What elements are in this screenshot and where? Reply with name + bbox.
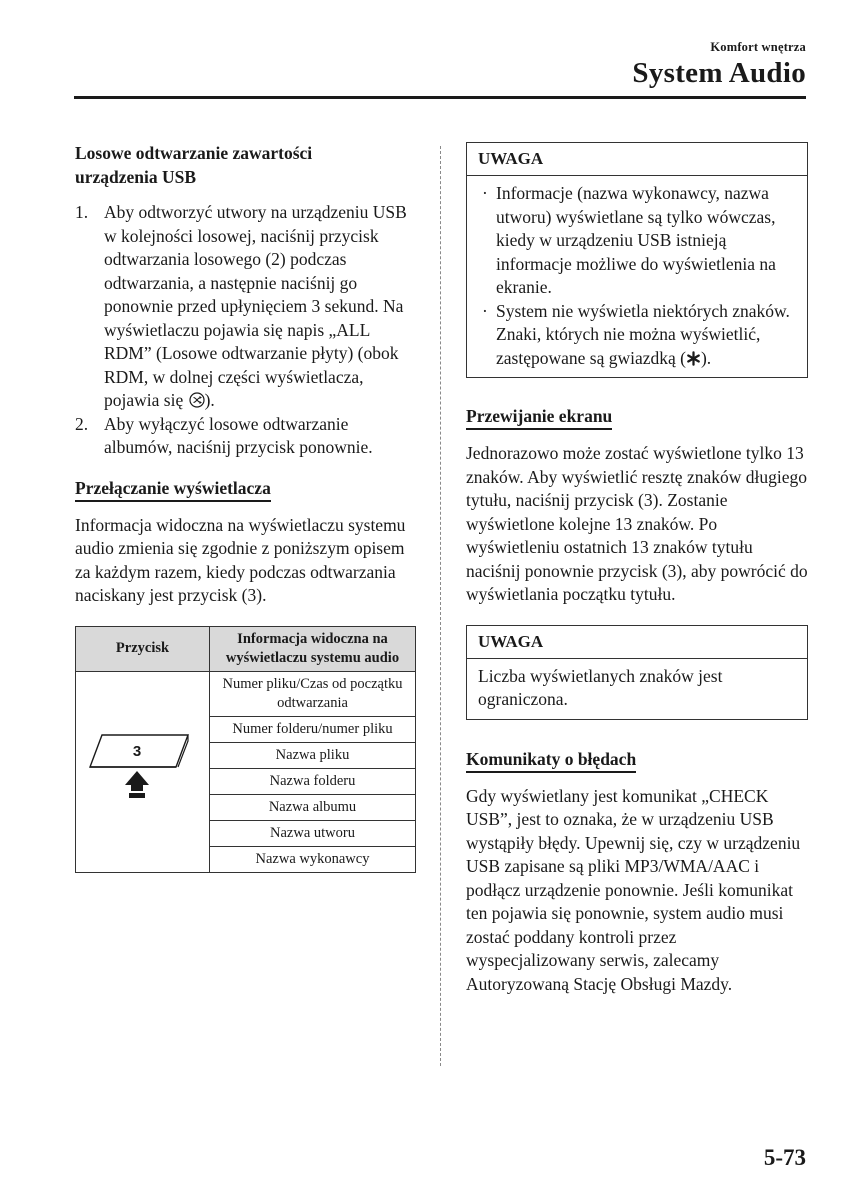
step-2 [75, 413, 417, 460]
note-item [478, 182, 796, 300]
random-heading [75, 142, 417, 189]
step-text-end: ). [204, 390, 215, 410]
table-cell-info: Nazwa albumu [210, 794, 416, 820]
note-box-1 [466, 142, 808, 378]
button-3-label: 3 [132, 742, 142, 760]
table-cell-info: Nazwa pliku [210, 742, 416, 768]
right-column [466, 142, 808, 996]
scroll-text: Jednorazowo może zostać wyświetlone tylko 13 znaków. Aby wyświetlić resztę znaków długiego tytułu, naciśnij przycisk (3). Zostanie wyświetlone kolejne 13 znaków. Po wyświetleniu ostatnich 13 znaków tytułu naciśnij ponownie przycisk (3), aby powrócić do wyświetlania początku tytułu. [466, 443, 808, 604]
random-heading-line1: Losowe odtwarzanie zawartości [75, 143, 313, 163]
errors-heading: Komunikaty o błędach [466, 748, 636, 773]
table-cell-info: Nazwa wykonawcy [210, 846, 416, 872]
header-rule [74, 96, 806, 99]
page-title: System Audio [632, 57, 806, 89]
bullet: · [482, 183, 488, 203]
bullet: · [482, 300, 488, 321]
table-header-button: Przycisk [76, 626, 210, 671]
asterisk-icon [686, 351, 701, 366]
table-cell-info: Numer pliku/Czas od początku odtwarzania [210, 671, 416, 716]
table-header-row [76, 626, 416, 671]
switch-display-text: Informacja widoczna na wyświetlaczu systemu audio zmienia się zgodnie z poniższym opisem za każdym razem, kiedy podczas odtwarzania naciskany jest przycisk (3). [75, 514, 406, 605]
random-heading-line2: urządzenia USB [75, 166, 197, 187]
switch-display-heading: Przełączanie wyświetlacza [75, 477, 271, 502]
note-item [478, 300, 796, 371]
table-cell-info: Nazwa folderu [210, 768, 416, 794]
note-text: System nie wyświetla niektórych znaków. Znaki, których nie można wyświetlić, zastępowane są gwiazdką ( [496, 300, 790, 368]
random-steps [75, 201, 417, 460]
note-text: Liczba wyświetlanych znaków jest ograniczona. [478, 665, 723, 709]
scroll-heading: Przewijanie ekranu [466, 405, 612, 430]
note-title: UWAGA [467, 143, 807, 176]
step-number: 2. [75, 413, 89, 434]
left-column [75, 142, 417, 873]
note-body [467, 659, 807, 719]
step-text: Aby wyłączyć losowe odtwarzanie albumów, naciśnij przycisk ponownie. [104, 413, 373, 457]
note-title: UWAGA [467, 626, 807, 659]
note-text-end: ). [700, 347, 712, 368]
step-1 [75, 201, 417, 413]
note-list [478, 182, 796, 370]
step-number: 1. [75, 202, 89, 222]
table-cell-info: Numer folderu/numer pliku [210, 716, 416, 742]
section-label: Komfort wnętrza [710, 40, 806, 54]
column-divider [440, 146, 441, 1066]
note-body [467, 176, 807, 377]
table-cell-info: Nazwa utworu [210, 820, 416, 846]
note-box-2 [466, 625, 808, 720]
note-text: Informacje (nazwa wykonawcy, nazwa utworu) wyświetlane są tylko wówczas, kiedy w urządzeniu USB istnieją informacje możliwe do wyświetlenia na ekranie. [496, 183, 776, 297]
table-row [76, 671, 416, 716]
button-3-press-icon [80, 729, 205, 809]
table-header-info: Informacja widoczna na wyświetlaczu systemu audio [210, 626, 416, 671]
random-playback-icon [189, 392, 205, 408]
display-info-table [75, 626, 416, 873]
step-text: Aby odtworzyć utwory na urządzeniu USB w kolejności losowej, naciśnij przycisk odtwarzania losowego (2) podczas odtwarzania, a następnie naciśnij go ponownie przed upłynięciem 3 sekund. Na wyświetlaczu pojawia się napis „ALL RDM” (Losowe odtwarzanie płyty) (obok RDM, w dolnej części wyświetlacza, pojawia się [104, 202, 407, 410]
page-number: 5-73 [763, 1145, 806, 1170]
button-cell [76, 671, 210, 872]
errors-text: Gdy wyświetlany jest komunikat „CHECK USB”, jest to oznaka, że w urządzeniu USB wystąpiły błędy. Upewnij się, czy w urządzeniu USB zapisane są pliki MP3/WMA/AAC i podłącz urządzenie ponownie. Jeśli komunikat ten pojawia się ponownie, system audio musi zostać poddany kontroli przez wyspecjalizowany serwis, zalecamy Autoryzowaną Stację Obsługi Mazdy. [466, 785, 801, 994]
